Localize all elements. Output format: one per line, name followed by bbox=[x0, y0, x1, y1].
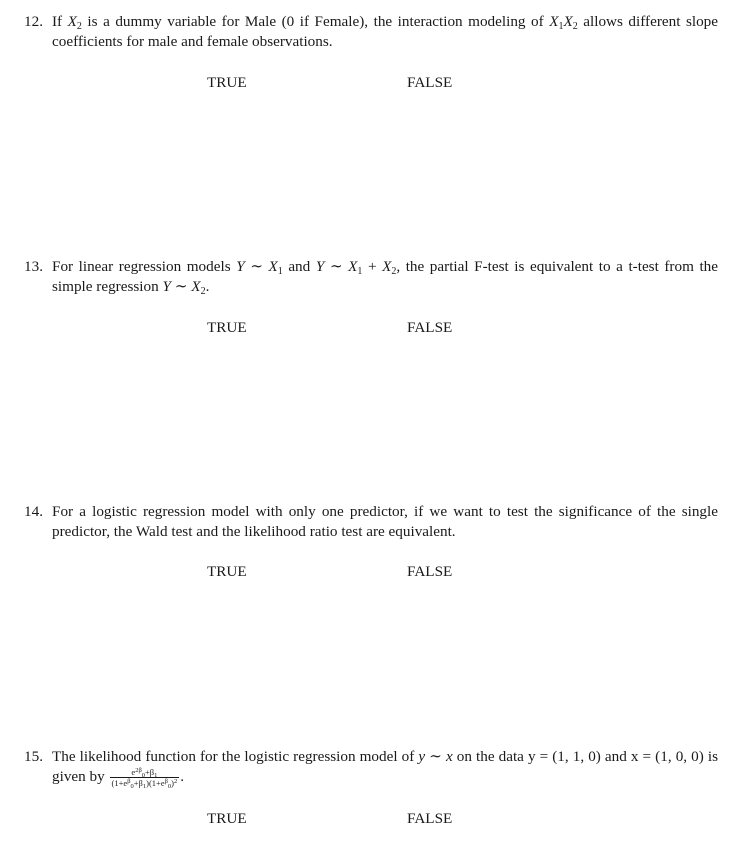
question-text: The likelihood function for the logistic regression model of y ∼ x on the data y = (1, 1, 0) and x = (1, 0, 0) is given by $\frac{e^{2\beta}_0+\beta_1}{(1+e^\beta_0+\beta_1)(1+e^\beta_0)^2}$ . bbox=[52, 748, 718, 791]
question-text: If $X_2$ is a dummy variable for Male (0 if Female), the interaction modeling of $X_1X_2$ allows different slope coefficients for male and female observations. bbox=[52, 13, 719, 50]
question-15 bbox=[24, 747, 718, 791]
math-variable: $X_2$ bbox=[67, 13, 82, 32]
true-option[interactable]: TRUE bbox=[207, 810, 247, 827]
true-option[interactable]: TRUE bbox=[207, 319, 247, 336]
false-option[interactable]: FALSE bbox=[407, 810, 453, 827]
fraction-numerator: $e^{2\beta}_0+\beta_1$ bbox=[131, 767, 158, 780]
question-number: 13. bbox=[24, 258, 43, 275]
question-13 bbox=[24, 257, 718, 297]
true-option[interactable]: TRUE bbox=[207, 74, 247, 91]
question-number: 12. bbox=[24, 13, 43, 30]
false-option[interactable]: FALSE bbox=[407, 319, 453, 336]
question-14 bbox=[24, 502, 718, 542]
question-number: 15. bbox=[24, 748, 43, 765]
math-variable: $X_2$ bbox=[563, 13, 578, 32]
question-number: 14. bbox=[24, 503, 43, 520]
question-text: For linear regression models Y ∼ $X_1$ and Y ∼ $X_1 + X_2$, the partial F-test is equivalent to a t-test from the simple regression Y ∼ $X_2$. bbox=[52, 258, 718, 297]
math-variable: y bbox=[418, 748, 426, 765]
question-12 bbox=[24, 12, 718, 52]
question-text: For a logistic regression model with only one predictor, if we want to test the significance of the single predictor, the Wald test and the likelihood ratio test are equivalent. bbox=[52, 503, 718, 540]
math-variable: $X_1$ bbox=[348, 258, 363, 277]
false-option[interactable]: FALSE bbox=[407, 74, 453, 91]
math-variable: Y bbox=[315, 258, 325, 275]
likelihood-fraction bbox=[110, 767, 180, 791]
true-option[interactable]: TRUE bbox=[207, 563, 247, 580]
math-variable: Y bbox=[236, 258, 245, 275]
math-variable: $X_2$ bbox=[382, 258, 397, 277]
math-variable: x bbox=[445, 748, 453, 765]
fraction-denominator: $(1+e^\beta_0+\beta_1)(1+e^\beta_0)^2$ bbox=[111, 778, 178, 791]
false-option[interactable]: FALSE bbox=[407, 563, 453, 580]
math-variable: $X_2$ bbox=[191, 278, 206, 297]
math-variable: Y bbox=[162, 278, 171, 295]
math-variable: $X_1$ bbox=[268, 258, 283, 277]
math-variable: $X_1$ bbox=[549, 13, 564, 32]
